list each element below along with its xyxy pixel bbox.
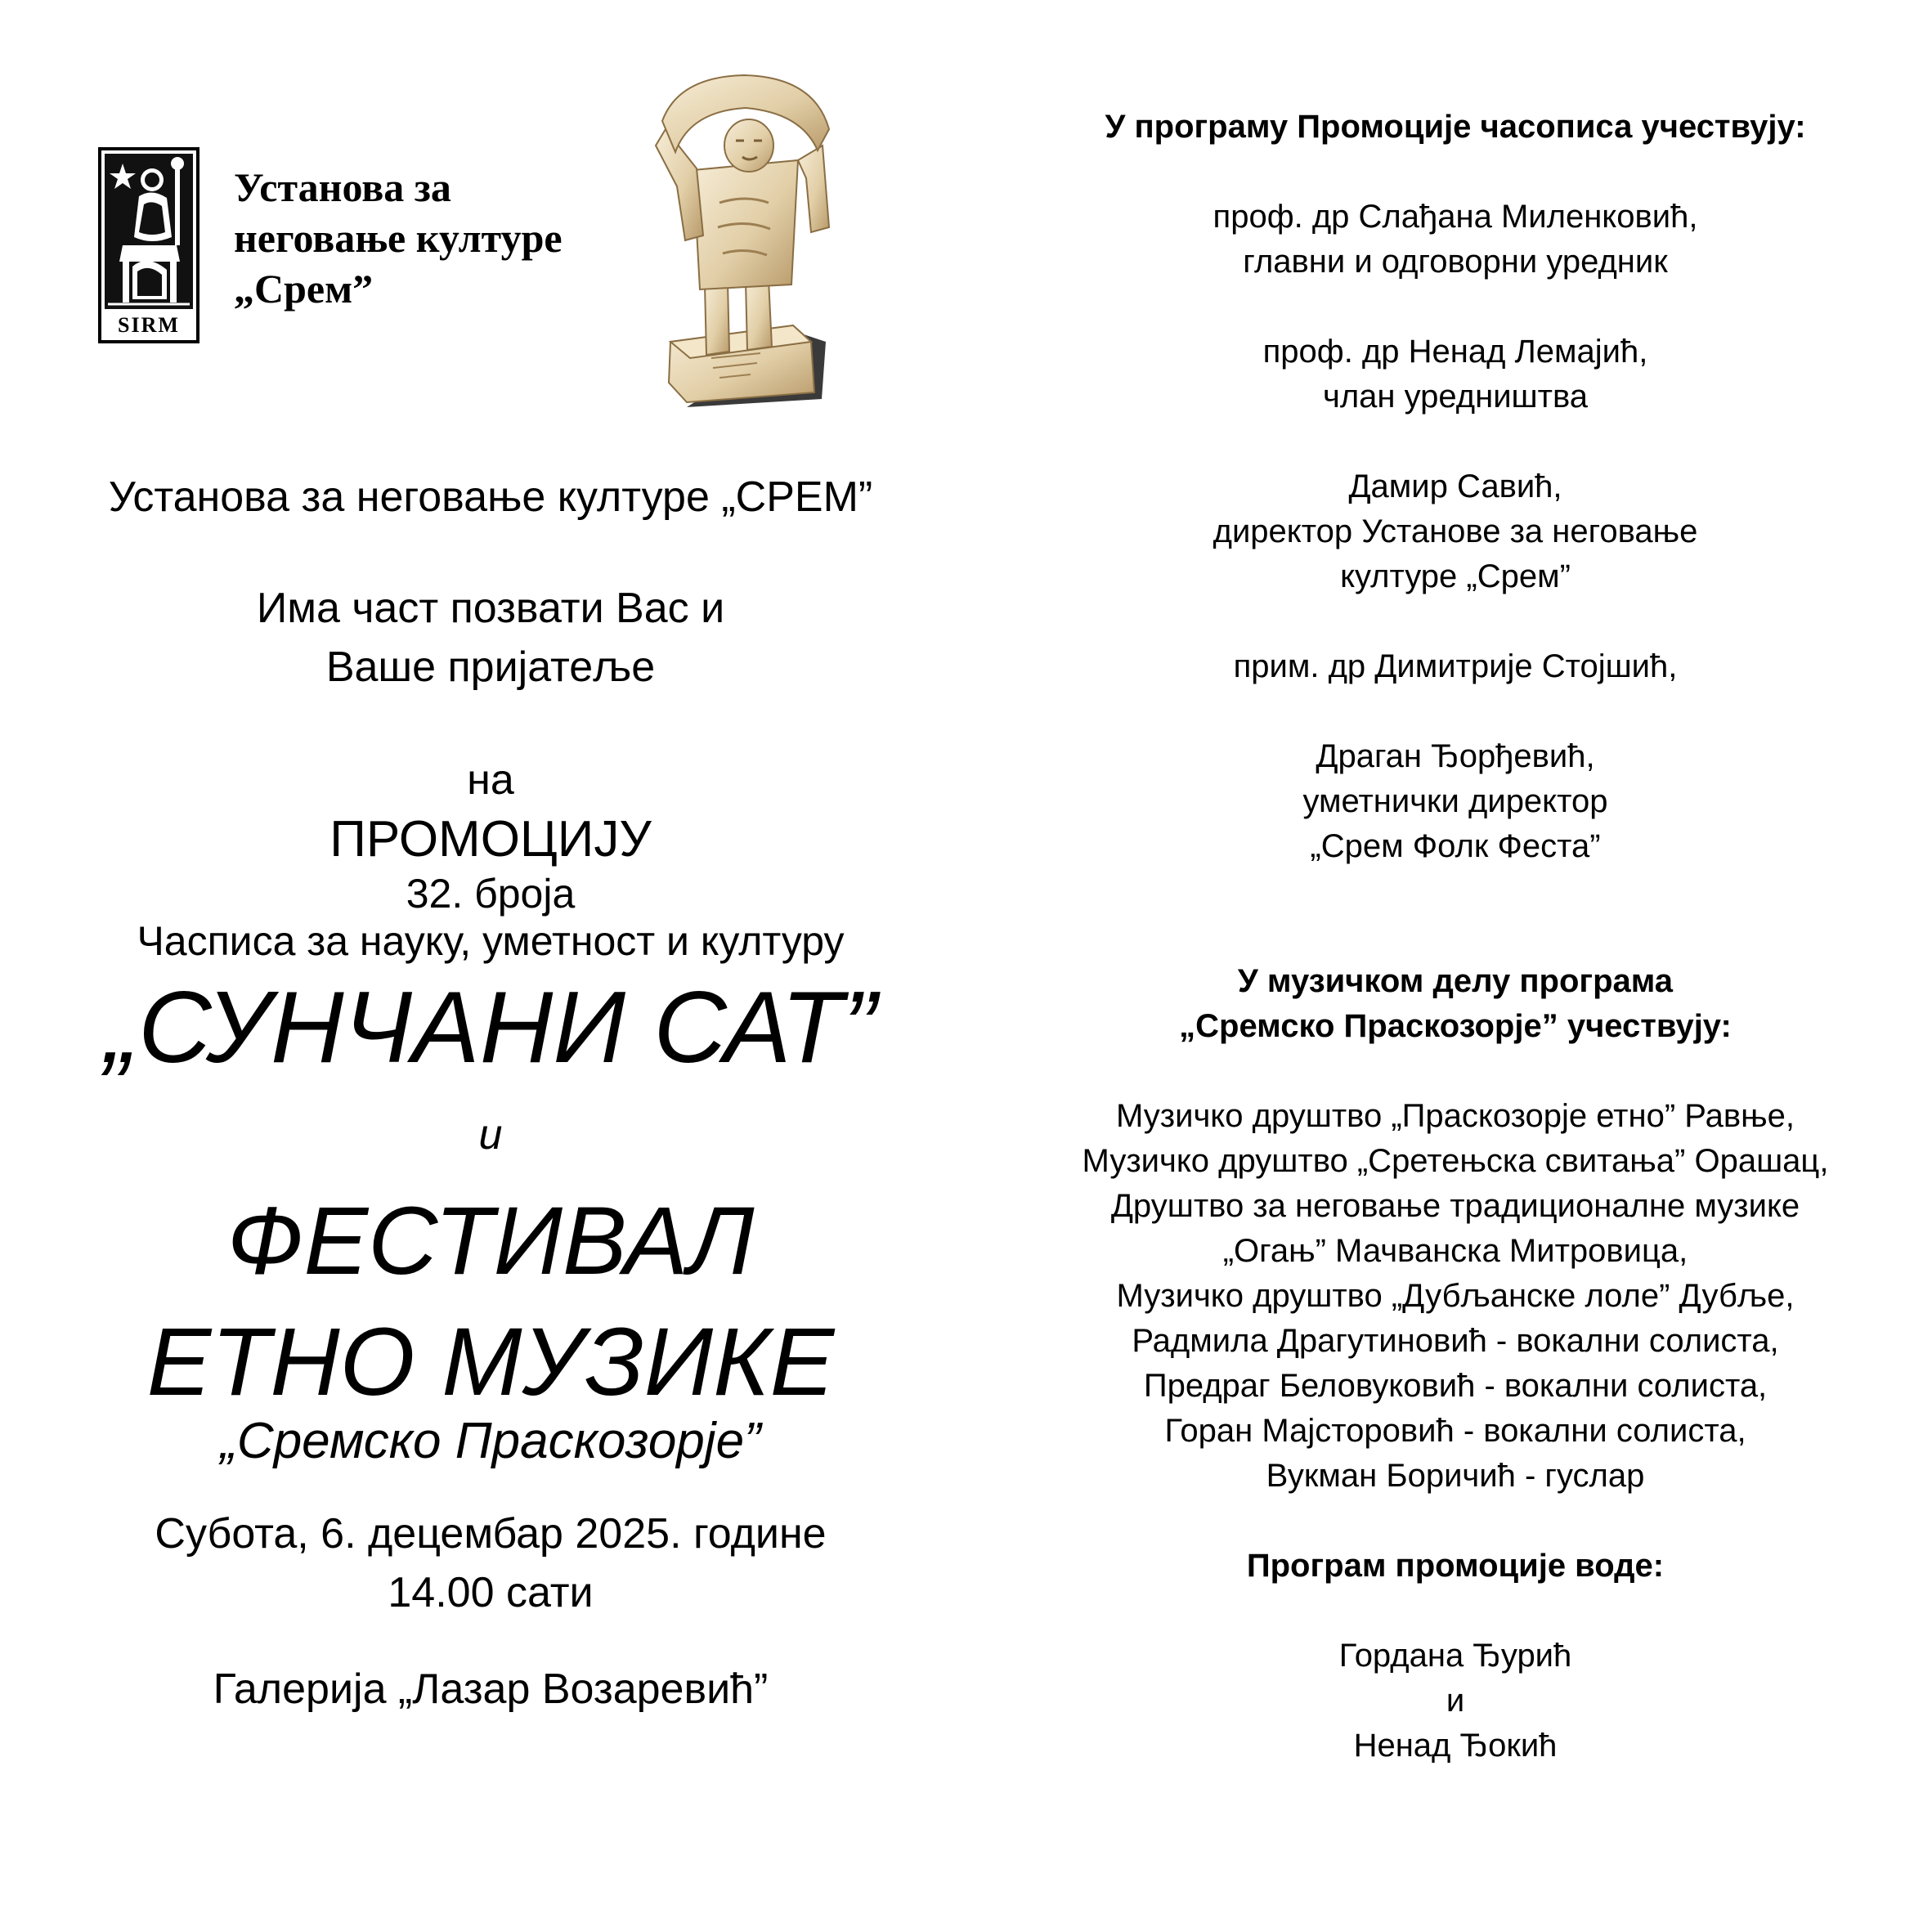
music-participant: Музичко друштво „Дубљанске лоле” Дубље, xyxy=(1116,1278,1795,1314)
participant-line: проф. др Слађана Миленковић, xyxy=(1213,199,1698,235)
participant-line: уметнички директор xyxy=(1302,783,1608,819)
invite-line: Има част позвати Вас и xyxy=(256,585,725,632)
to-line: на xyxy=(467,756,514,804)
music-participant: „Огањ” Мачванска Митровица, xyxy=(1222,1233,1688,1269)
participant-line: културе „Срем” xyxy=(1340,558,1571,594)
music-participant: Друштво за неговање традиционалне музике xyxy=(1110,1188,1800,1224)
invite-line: Ваше пријатеље xyxy=(325,643,656,691)
journal-name: „СУНЧАНИ САТ” xyxy=(104,971,877,1084)
festival-name: „Сремско Праскозорје” xyxy=(220,1413,761,1469)
participant-line: главни и одговорни уредник xyxy=(1243,244,1668,280)
participant-line: директор Установе за неговање xyxy=(1213,513,1698,549)
event-date: Субота, 6. децембар 2025. године xyxy=(155,1510,827,1558)
participant-line: прим. др Димитрије Стојшић, xyxy=(1233,648,1678,684)
music-participant: Музичко друштво „Праскозорје етно” Равње, xyxy=(1116,1098,1795,1134)
event-time: 14.00 сати xyxy=(388,1569,594,1616)
host-name: Гордана Ђурић xyxy=(1338,1638,1572,1674)
festival-title: ЕТНО МУЗИКЕ xyxy=(146,1308,835,1416)
music-heading: „Сремско Праскозорје” учествују: xyxy=(1179,1008,1732,1044)
institution-name-line: неговање културе xyxy=(234,215,563,261)
music-participant: Горан Мајсторовић - вокални солиста, xyxy=(1164,1413,1746,1449)
music-participant: Музичко друштво „Сретењска свитања” Орашац, xyxy=(1082,1143,1829,1179)
program-heading: У програму Промоције часописа учествују: xyxy=(1105,109,1806,145)
participant-line: Драган Ђорђевић, xyxy=(1316,738,1595,774)
participant-line: проф. др Ненад Лемајић, xyxy=(1262,334,1648,370)
festival-title: ФЕСТИВАЛ xyxy=(226,1187,755,1295)
music-heading: У музичком делу програма xyxy=(1237,963,1674,999)
participant-line: „Срем Фолк Феста” xyxy=(1310,828,1601,864)
music-participant: Радмила Драгутиновић - вокални солиста, xyxy=(1132,1323,1779,1359)
issue-line: 32. броја xyxy=(406,871,576,917)
journal-description: Часписа за науку, уметност и културу xyxy=(137,918,845,964)
host-line: Установа за неговање културе „СРЕМ” xyxy=(108,473,873,521)
participant-line: Дамир Савић, xyxy=(1348,468,1562,504)
institution-name-line: Установа за xyxy=(234,164,451,210)
program-column xyxy=(1006,105,1905,1768)
music-participant: Предраг Беловуковић - вокални солиста, xyxy=(1143,1368,1768,1404)
event-title: ПРОМОЦИЈУ xyxy=(329,811,652,867)
sculpture-illustration xyxy=(654,72,842,415)
host-name: Ненад Ђокић xyxy=(1353,1728,1558,1764)
invitation-column xyxy=(33,458,948,1719)
institution-name-line: „Срем” xyxy=(234,266,374,312)
event-venue: Галерија „Лазар Возаревић” xyxy=(213,1665,769,1713)
and-line: и xyxy=(478,1111,503,1159)
participant-line: члан уредништва xyxy=(1322,379,1589,415)
logo-text: SIRM xyxy=(118,313,180,337)
statue-image xyxy=(654,72,842,415)
institution-logo xyxy=(98,147,199,343)
hosts-heading: Програм промоције воде: xyxy=(1246,1548,1665,1584)
institution-name xyxy=(234,162,563,314)
host-and: и xyxy=(1446,1683,1465,1719)
music-participant: Вукман Боричић - гуслар xyxy=(1266,1458,1645,1494)
